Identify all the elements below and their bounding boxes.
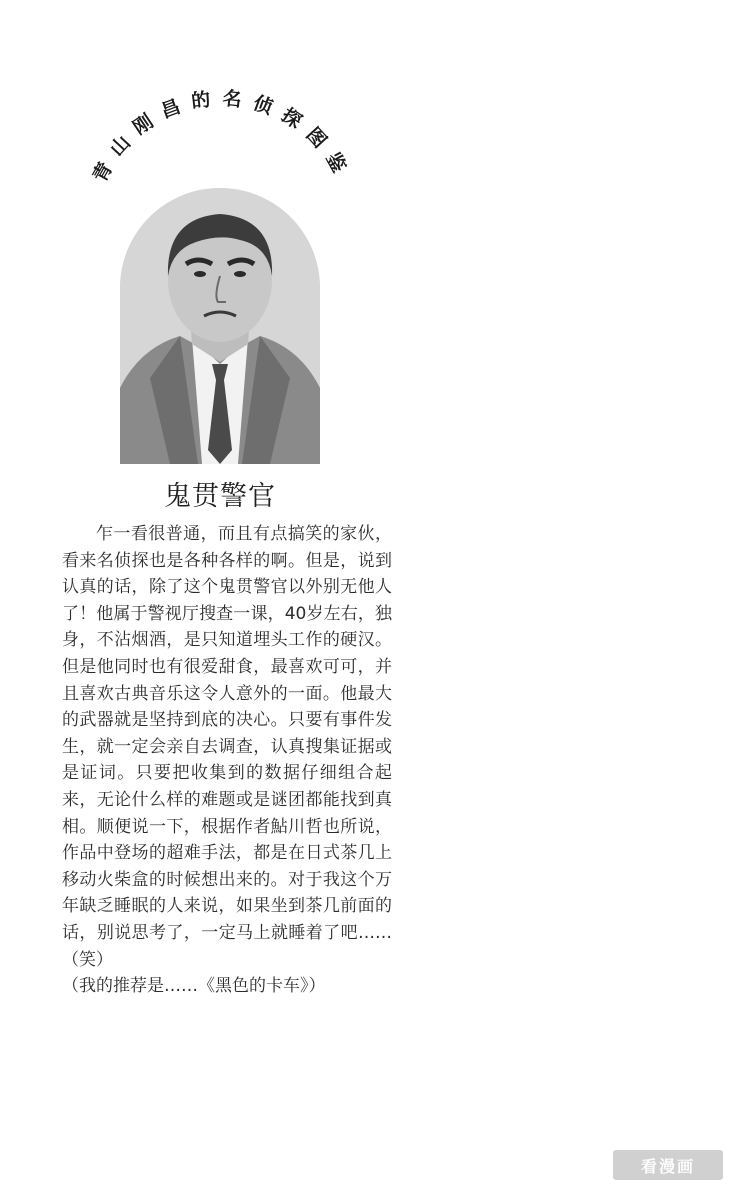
description-paragraph: 乍一看很普通，而且有点搞笑的家伙，看来名侦探也是各种各样的啊。但是，说到认真的话，除了这个鬼贯警官以外别无他人了！他属于警视厅搜查一课，40岁左右，独身，不沾烟酒，是只知道埋头工作的硬汉。但是他同时也有很爱甜食，最喜欢可可，并且喜欢古典音乐这令人意外的一面。他最大的武器就是坚持到底的决心。只要有事件发生，就一定会亲自去调查，认真搜集证据或是证词。只要把收集到的数据仔细组合起来，无论什么样的难题或是谜团都能找到真相。顺便说一下，根据作者鮎川哲也所说，作品中登场的超难手法，都是在日式茶几上移动火柴盒的时候想出来的。对于我这个万年缺乏睡眠的人来说，如果坐到茶几前面的话，别说思考了，一定马上就睡着了吧……（笑） [62, 524, 392, 970]
watermark-logo: 看漫画 [613, 1150, 723, 1180]
description-text [62, 521, 392, 1000]
series-title: 青山刚昌的名侦探图鉴 [88, 87, 356, 186]
detective-portrait [120, 188, 320, 464]
series-title-arc [0, 0, 745, 520]
recommendation-line: （我的推荐是……《黑色的卡车》） [62, 976, 326, 997]
character-name: 鬼贯警官 [164, 481, 276, 512]
